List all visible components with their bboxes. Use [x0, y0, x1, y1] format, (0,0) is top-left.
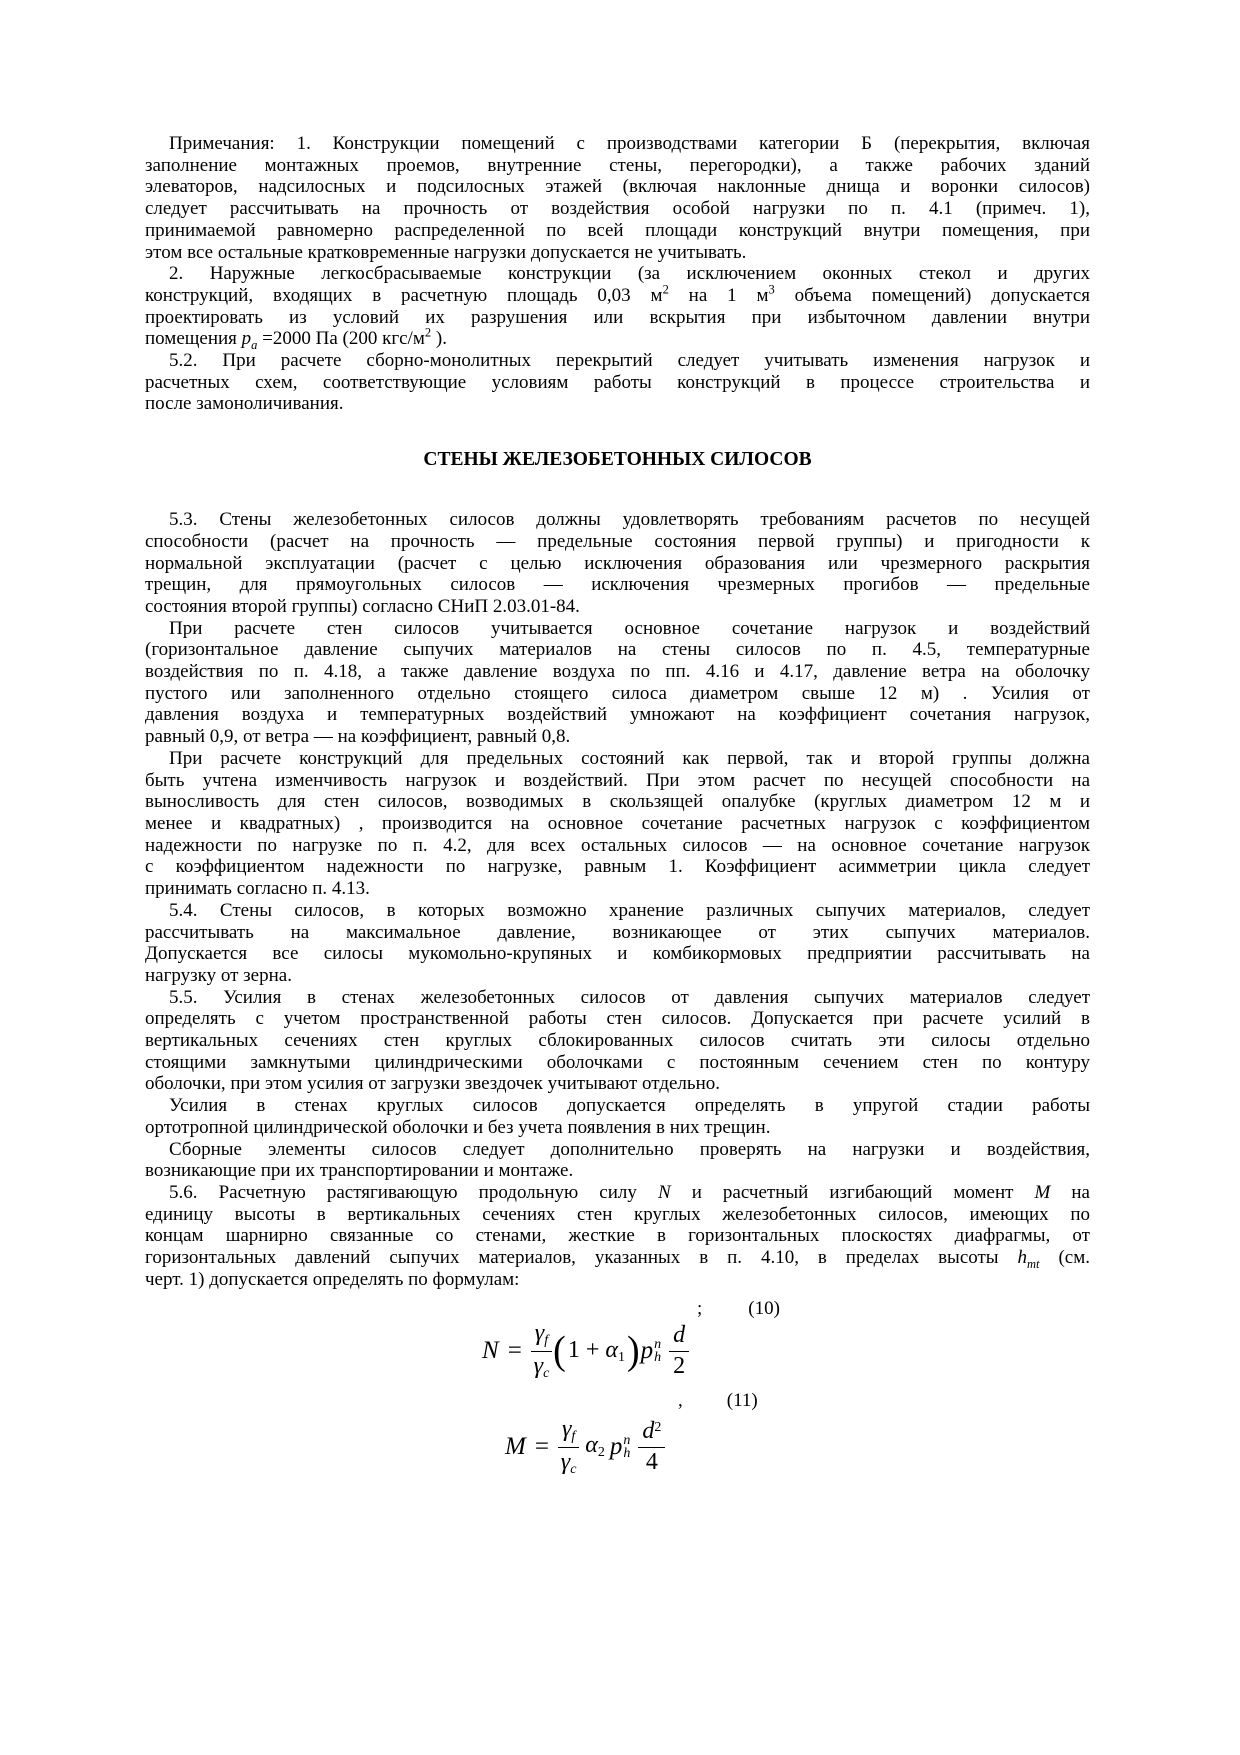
- gamma-fraction: [531, 1320, 552, 1382]
- one-plus-alpha: 1 + α1: [567, 1336, 625, 1365]
- text-run: на 1 м: [668, 284, 769, 306]
- text-run: возникающие при их транспортировании и монтаже.: [145, 1160, 574, 1182]
- text-run: h: [1017, 1247, 1028, 1269]
- text-run: следует рассчитывать на прочность от воздействия особой нагрузки по п. 4.1 (примеч. 1),: [145, 198, 1090, 220]
- text-line: [145, 618, 1090, 640]
- formula-10-label-row: [697, 1298, 1090, 1320]
- text-line: [145, 393, 1090, 415]
- text-run: способности (расчет на прочность — предельные состояния первой группы) и пригодности к: [145, 530, 1090, 552]
- text-line: [145, 987, 1090, 1009]
- formula-10-equation: [482, 1322, 1090, 1380]
- text-run: 3: [768, 282, 775, 297]
- text-run: 5.4. Стены силосов, в которых возможно хранение различных сыпучих материалов, следует: [169, 899, 1090, 921]
- text-run: 5.6. Расчетную растягивающую продольную силу: [169, 1181, 658, 1203]
- text-run: 5.5. Усилия в стенах железобетонных силосов от давления сыпучих материалов следует: [169, 986, 1090, 1008]
- section-heading: СТЕНЫ ЖЕЛЕЗОБЕТОННЫХ СИЛОСОВ: [423, 449, 812, 471]
- text-run: после замоноличивания.: [145, 393, 344, 415]
- text-line: [145, 726, 1090, 748]
- text-line: [145, 553, 1090, 575]
- text-run: воздействия по п. 4.18, а также давление воздуха по пп. 4.16 и 4.17, давление ветра на оболочку: [145, 661, 1090, 683]
- paragraph-5-4: [145, 900, 1090, 987]
- text-line: [145, 1225, 1090, 1247]
- text-run: быть учтена изменчивость нагрузок и воздействий. При этом расчет по несущей способности на: [145, 769, 1090, 791]
- text-run: заполнение монтажных проемов, внутренние стены, перегородки), а также рабочих зданий: [145, 154, 1090, 176]
- text-line: [145, 943, 1090, 965]
- text-line: [145, 350, 1090, 372]
- text-line: [145, 813, 1090, 835]
- text-line: [145, 748, 1090, 770]
- text-run: концам шарнирно связанные со стенами, жесткие в горизонтальных плоскостях диафрагмы, от: [145, 1225, 1090, 1247]
- gamma-c: γc: [560, 1448, 577, 1477]
- text-line: [145, 1030, 1090, 1052]
- text-run: p: [241, 328, 252, 350]
- text-run: и расчетный изгибающий момент: [670, 1181, 1035, 1203]
- text-line: [145, 1139, 1090, 1161]
- text-run: рассчитывать на максимальное давление, возникающее от этих сыпучих материалов.: [145, 921, 1090, 943]
- text-run: 2: [424, 326, 432, 340]
- text-run: вертикальных сечениях стен круглых сблокированных силосов считать эти силосы отдельно: [145, 1030, 1090, 1052]
- text-run: принимаемой равномерно распределенной по всей площади конструкций внутри помещения, при: [145, 219, 1090, 241]
- text-run: ).: [431, 328, 447, 350]
- paragraph-limit-states: [145, 748, 1090, 900]
- text-line: [145, 220, 1090, 242]
- text-line: [145, 791, 1090, 813]
- text-line: [145, 1204, 1090, 1226]
- d-over-2-fraction: d 2: [669, 1322, 689, 1380]
- equals-sign: =: [534, 1432, 549, 1460]
- paragraph-notes-2: [145, 263, 1090, 353]
- open-paren: (: [553, 1329, 566, 1374]
- text-line: [145, 326, 1090, 353]
- text-run: оболочки, при этом усилия от загрузки звездочек учитывают отдельно.: [145, 1073, 720, 1095]
- formula-10-punctuation: ;: [697, 1298, 703, 1320]
- formula-11-lhs: M: [505, 1432, 526, 1460]
- text-line: [145, 1269, 1090, 1291]
- text-line: [145, 1117, 1090, 1139]
- text-run: надежности по нагрузке по п. 4.2, для всех остальных силосов — на основное сочетание нагрузок: [145, 834, 1090, 856]
- text-run: стоящими замкнутыми цилиндрическими оболочками с постоянным сечением стен по контуру: [145, 1051, 1090, 1073]
- paragraph-5-2: [145, 350, 1090, 415]
- text-run: ортотропной цилиндрической оболочки и без учета появления в них трещин.: [145, 1116, 771, 1138]
- text-run: на: [1050, 1181, 1090, 1203]
- text-line: [145, 1247, 1090, 1269]
- formulas-block: [145, 1298, 1090, 1475]
- text-line: [145, 574, 1090, 596]
- text-run: Сборные элементы силосов следует дополнительно проверять на нагрузки и воздействия,: [169, 1138, 1090, 1160]
- text-block: [145, 133, 1090, 1476]
- text-run: с коэффициентом надежности по нагрузке, равным 1. Коэффициент асимметрии цикла следует: [145, 856, 1090, 878]
- text-line: [145, 531, 1090, 553]
- text-line: [145, 1095, 1090, 1117]
- text-run: проектировать из условий их разрушения или вскрытия при избыточном давлении внутри: [145, 306, 1090, 328]
- text-line: [145, 900, 1090, 922]
- text-line: [145, 639, 1090, 661]
- text-run: помещения: [145, 328, 242, 350]
- text-line: [145, 922, 1090, 944]
- text-line: [145, 263, 1090, 285]
- text-run: 5.3. Стены железобетонных силосов должны удовлетворять требованиям расчетов по несущей: [169, 509, 1090, 531]
- text-line: [145, 198, 1090, 220]
- text-line: [145, 242, 1090, 264]
- text-run: 5.2. При расчете сборно-монолитных перекрытий следует учитывать изменения нагрузок и: [169, 350, 1090, 372]
- gamma-f: γf: [531, 1320, 552, 1352]
- text-line: [145, 372, 1090, 394]
- gamma-c: γc: [533, 1353, 550, 1382]
- formula-10-lhs: N: [482, 1337, 499, 1365]
- text-run: объема помещений) допускается: [774, 284, 1090, 306]
- text-run: Допускается все силосы мукомольно-крупяных и комбикормовых предприятии рассчитывать на: [145, 943, 1090, 965]
- text-run: этом все остальные кратковременные нагрузки допускается не учитывать.: [145, 241, 747, 263]
- text-line: [145, 683, 1090, 705]
- text-run: Усилия в стенах круглых силосов допускается определять в упругой стадии работы: [169, 1095, 1090, 1117]
- text-run: нормальной эксплуатации (расчет с целью исключения образования или чрезмерного раскрытия: [145, 552, 1090, 574]
- text-line: [145, 1008, 1090, 1030]
- text-run: =2000 Па (200 кгс/м: [257, 328, 425, 350]
- gamma-fraction: [558, 1416, 579, 1478]
- text-run: 2: [662, 282, 669, 297]
- paragraph-notes-1: [145, 133, 1090, 263]
- text-run: N: [657, 1181, 671, 1203]
- paragraph-circular-silos: [145, 1095, 1090, 1138]
- p-superscript-subscript: n h: [654, 1337, 662, 1366]
- text-run: При расчете стен силосов учитывается основное сочетание нагрузок и воздействий: [169, 617, 1090, 639]
- text-line: [145, 282, 1090, 307]
- paragraph-precast-elements: [145, 1139, 1090, 1182]
- close-paren: ): [626, 1329, 640, 1374]
- text-line: [145, 133, 1090, 155]
- text-line: [145, 155, 1090, 177]
- text-line: [145, 596, 1090, 618]
- text-line: [145, 856, 1090, 878]
- p-superscript-subscript: n h: [623, 1432, 631, 1461]
- text-run: При расчете конструкций для предельных состояний как первой, так и второй группы должна: [169, 747, 1090, 769]
- text-run: пустого или заполненного отдельно стоящего силоса диаметром свыше 12 м) . Усилия от: [145, 682, 1090, 704]
- text-run: менее и квадратных) , производится на основное сочетание расчетных нагрузок с коэффициентом: [145, 812, 1090, 834]
- text-run: a: [251, 338, 258, 353]
- text-run: принимать согласно п. 4.13.: [145, 878, 370, 900]
- text-line: [145, 704, 1090, 726]
- text-line: [145, 1073, 1090, 1095]
- alpha-2-coefficient: α2: [585, 1432, 605, 1461]
- text-run: mt: [1027, 1256, 1040, 1271]
- text-line: [145, 878, 1090, 900]
- text-line: [145, 835, 1090, 857]
- formula-11-number: (11): [726, 1390, 758, 1412]
- text-run: черт. 1) допускается определять по формулам:: [145, 1268, 520, 1290]
- text-line: [145, 509, 1090, 531]
- text-line: [145, 1182, 1090, 1204]
- text-run: расчетных схем, соответствующие условиям работы конструкций в процессе строительства и: [145, 371, 1090, 393]
- paragraph-5-3: [145, 509, 1090, 618]
- text-run: M: [1034, 1181, 1051, 1203]
- text-run: Примечания: 1. Конструкции помещений с производствами категории Б (перекрытия, включая: [169, 133, 1090, 154]
- text-line: [145, 965, 1090, 987]
- text-line: [145, 770, 1090, 792]
- formula-11-punctuation: ,: [678, 1390, 683, 1412]
- formula-11-equation: [505, 1415, 1090, 1477]
- text-run: горизонтальных давлений сыпучих материалов, указанных в п. 4.10, в пределах высоты: [145, 1247, 1018, 1269]
- text-run: (см.: [1039, 1247, 1090, 1269]
- d-squared-over-4-fraction: $d^2$ 4: [638, 1418, 665, 1476]
- pressure-p: p: [640, 1337, 654, 1365]
- text-line: [145, 1052, 1090, 1074]
- text-line: [145, 307, 1090, 329]
- formula-11-label-row: [678, 1390, 1090, 1412]
- text-line: [145, 1160, 1090, 1182]
- text-run: 2. Наружные легкосбрасываемые конструкции (за исключением оконных стекол и других: [169, 263, 1090, 285]
- text-run: равный 0,9, от ветра — на коэффициент, равный 0,8.: [145, 726, 571, 748]
- text-run: элеваторов, надсилосных и подсилосных этажей (включая наклонные днища и воронки силосов): [145, 176, 1090, 198]
- text-run: конструкций, входящих в расчетную площадь 0,03 м: [145, 284, 663, 306]
- text-run: давления воздуха и температурных воздействий умножают на коэффициент сочетания нагрузок,: [145, 704, 1090, 726]
- text-run: единицу высоты в вертикальных сечениях стен круглых железобетонных силосов, имеющих по: [145, 1203, 1090, 1225]
- paragraph-load-combination: [145, 618, 1090, 748]
- text-run: трещин, для прямоугольных силосов — исключения чрезмерных прогибов — предельные: [145, 574, 1090, 596]
- paragraph-5-6: [145, 1182, 1090, 1291]
- text-line: [145, 661, 1090, 683]
- gamma-f: γf: [558, 1416, 579, 1448]
- text-run: выносливость для стен силосов, возводимых в скользящей опалубке (круглых диаметром 12 м и: [145, 791, 1090, 813]
- paragraph-5-5: [145, 987, 1090, 1096]
- pressure-p: p: [609, 1432, 623, 1460]
- text-run: состояния второй группы) согласно СНиП 2.03.01-84.: [145, 595, 580, 617]
- equals-sign: =: [507, 1337, 522, 1365]
- text-line: [145, 176, 1090, 198]
- text-run: (горизонтальное давление сыпучих материалов на стены силосов по п. 4.5, температурные: [145, 639, 1090, 661]
- text-run: определять с учетом пространственной работы стен силосов. Допускается при расчете усилий в: [145, 1008, 1090, 1030]
- text-run: нагрузку от зерна.: [145, 964, 292, 986]
- formula-10-number: (10): [748, 1298, 780, 1320]
